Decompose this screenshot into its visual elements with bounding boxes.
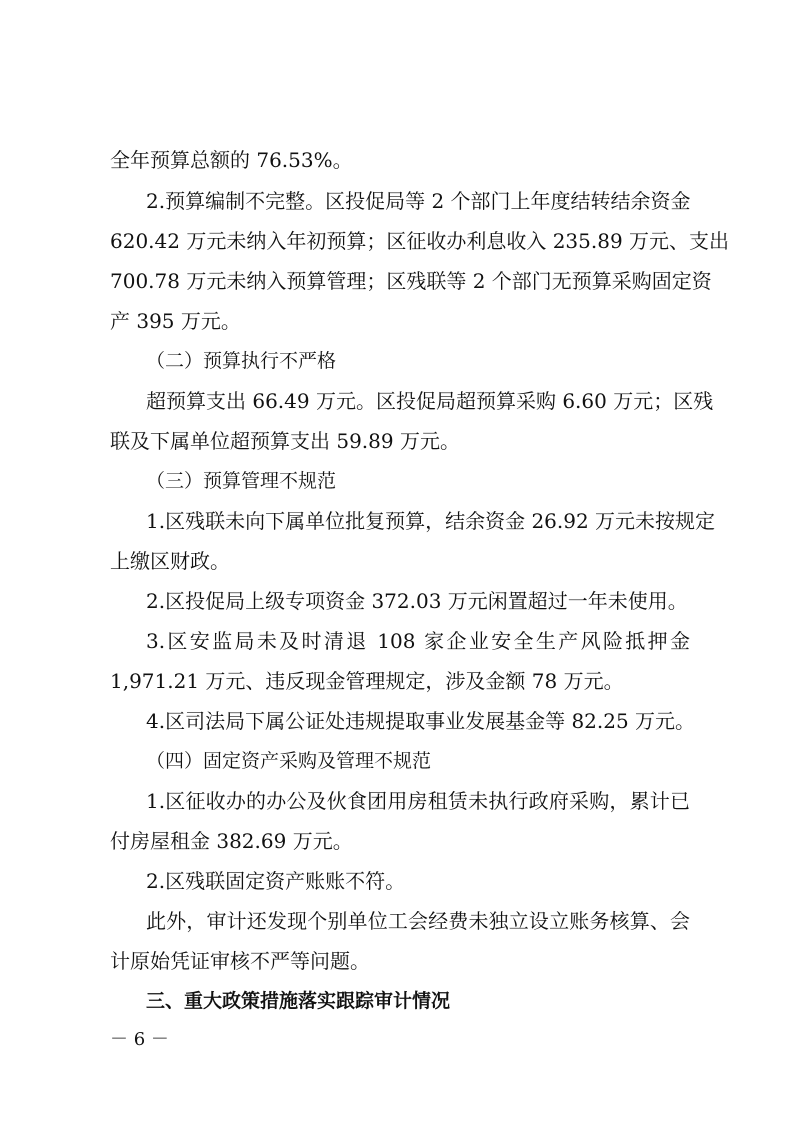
paragraph-disabled-federation-line2: 上缴区财政。 bbox=[110, 549, 230, 573]
paragraph-budget-incomplete-line1: 2.预算编制不完整。区投促局等 2 个部门上年度结转结余资金 bbox=[146, 189, 691, 213]
paragraph-idle-funds: 2.区投促局上级专项资金 372.03 万元闲置超过一年未使用。 bbox=[146, 589, 688, 613]
paragraph-safety-deposit-line1: 3.区安监局未及时清退 108 家企业安全生产风险抵押金 bbox=[146, 629, 690, 653]
paragraph-over-budget-line1: 超预算支出 66.49 万元。区投促局超预算采购 6.60 万元；区残 bbox=[146, 389, 714, 413]
paragraph-disabled-federation-line1: 1.区残联未向下属单位批复预算，结余资金 26.92 万元未按规定 bbox=[146, 509, 716, 533]
section-heading-budget-execution: （二）预算执行不严格 bbox=[146, 350, 337, 372]
paragraph-budget-incomplete-line3: 700.78 万元未纳入预算管理；区残联等 2 个部门无预算采购固定资 bbox=[110, 269, 712, 293]
paragraph-rental-procurement-line2: 付房屋租金 382.69 万元。 bbox=[110, 829, 353, 853]
paragraph-budget-incomplete-line2: 620.42 万元未纳入年初预算；区征收办利息收入 235.89 万元、支出 bbox=[110, 229, 730, 253]
paragraph-asset-mismatch: 2.区残联固定资产账账不符。 bbox=[146, 869, 406, 893]
page-number: － 6 － bbox=[110, 1029, 169, 1050]
paragraph-budget-incomplete-line4: 产 395 万元。 bbox=[110, 309, 241, 333]
paragraph-over-budget-line2: 联及下属单位超预算支出 59.89 万元。 bbox=[110, 429, 460, 453]
paragraph-rental-procurement-line1: 1.区征收办的办公及伙食团用房租赁未执行政府采购，累计已 bbox=[146, 789, 690, 813]
section-heading-policy-audit: 三、重大政策措施落实跟踪审计情况 bbox=[146, 990, 451, 1012]
paragraph-other-issues-line2: 计原始凭证审核不严等问题。 bbox=[110, 949, 370, 973]
paragraph-notary-fund: 4.区司法局下属公证处违规提取事业发展基金等 82.25 万元。 bbox=[146, 709, 696, 733]
section-heading-fixed-assets: （四）固定资产采购及管理不规范 bbox=[146, 750, 432, 772]
paragraph-other-issues-line1: 此外，审计还发现个别单位工会经费未独立设立账务核算、会 bbox=[146, 909, 690, 933]
body-line-continuation: 全年预算总额的 76.53%。 bbox=[110, 148, 353, 172]
section-heading-budget-management: （三）预算管理不规范 bbox=[146, 470, 337, 492]
paragraph-safety-deposit-line2: 1,971.21 万元、违反现金管理规定，涉及金额 78 万元。 bbox=[110, 669, 624, 693]
